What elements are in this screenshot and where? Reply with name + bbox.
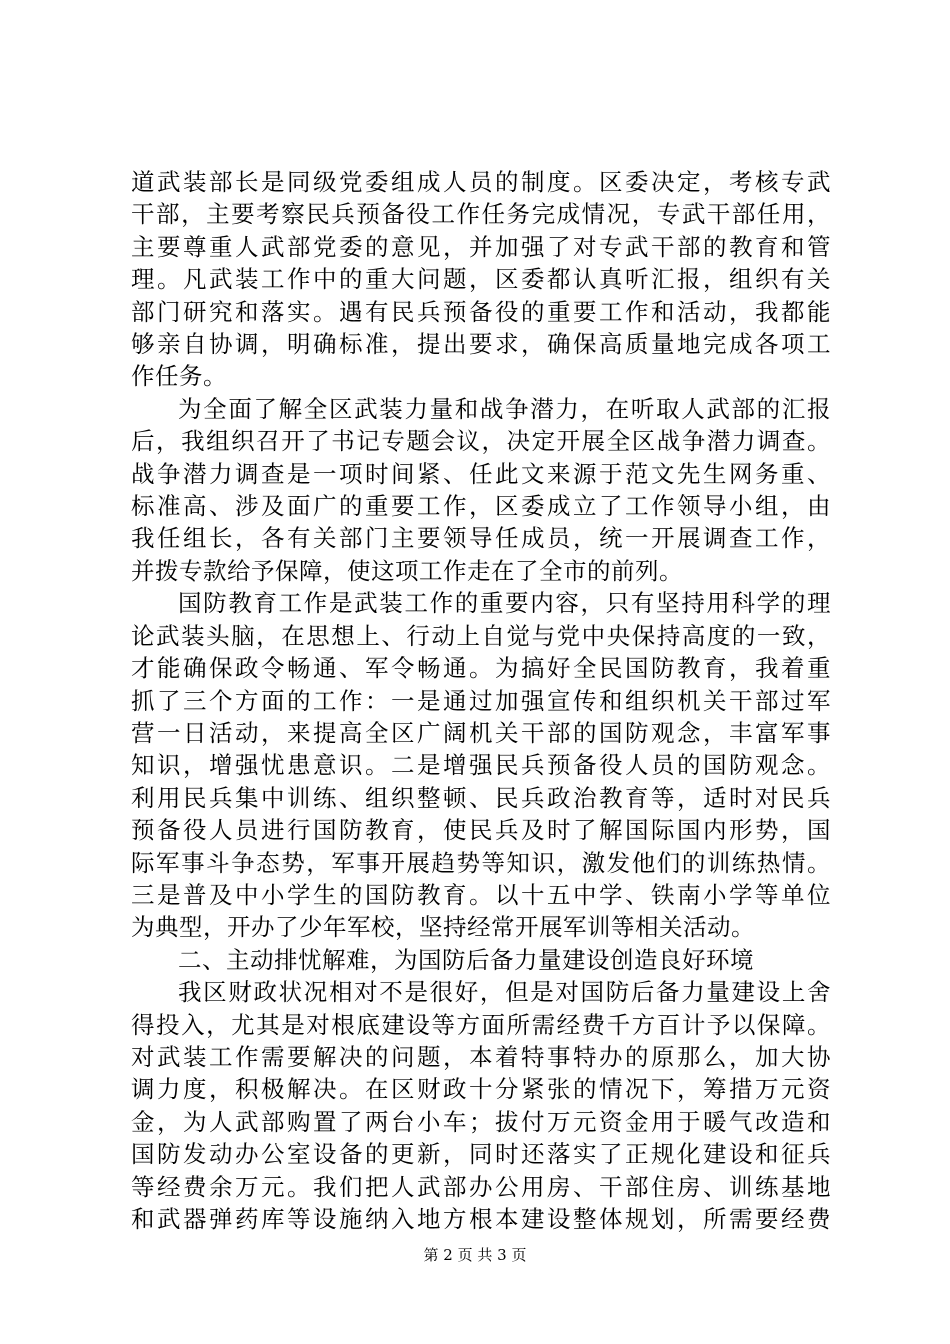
text-line: 才能确保政令畅通、军令畅通。为搞好全民国防教育，我着重 [131,654,831,683]
text-line: 三是普及中小学生的国防教育。以十五中学、铁南小学等单位 [131,880,831,909]
text-line: 战争潜力调查是一项时间紧、任此文来源于范文先生网务重、 [131,459,831,488]
page-number-label: 第 2 页 共 3 页 [423,1246,527,1264]
text-line: 部门研究和落实。遇有民兵预备役的重要工作和活动，我都能 [131,297,831,326]
text-line: 我区财政状况相对不是很好，但是对国防后备力量建设上舍 [178,978,831,1007]
text-line: 知识，增强忧患意识。二是增强民兵预备役人员的国防观念。 [131,751,831,780]
paragraph-3 [131,587,831,943]
text-line: 对武装工作需要解决的问题，本着特事特办的原那么，加大协 [131,1042,831,1071]
text-line: 国防教育工作是武装工作的重要内容，只有坚持用科学的理 [178,589,831,618]
text-line: 预备役人员进行国防教育，使民兵及时了解国际国内形势，国 [131,816,831,845]
text-line: 得投入，尤其是对根底建设等方面所需经费千方百计予以保障。 [131,1010,831,1039]
text-line: 等经费余万元。我们把人武部办公用房、干部住房、训练基地 [131,1172,831,1201]
text-line: 和武器弹药库等设施纳入地方根本建设整体规划，所需要经费 [131,1205,831,1233]
text-line: 并拨专款给予保障，使这项工作走在了全市的前列。 [131,556,683,585]
text-line: 国防发动办公室设备的更新，同时还落实了正规化建设和征兵 [131,1140,831,1169]
text-line: 为典型，开办了少年军校，坚持经常开展军训等相关活动。 [131,913,755,942]
section-heading-text: 二、主动排忧解难，为国防后备力量建设创造良好环境 [178,945,754,974]
paragraph-2 [131,393,831,587]
text-line: 理。凡武装工作中的重大问题，区委都认真听汇报，组织有关 [131,265,831,294]
text-line: 我任组长，各有关部门主要领导任成员，统一开展调查工作， [131,524,831,553]
text-line: 际军事斗争态势，军事开展趋势等知识，激发他们的训练热情。 [131,848,831,877]
text-line: 干部，主要考察民兵预备役工作任务完成情况，专武干部任用， [131,200,831,229]
document-body [131,166,831,1235]
text-line: 金，为人武部购置了两台小车；拔付万元资金用于暖气改造和 [131,1107,831,1136]
text-line: 利用民兵集中训练、组织整顿、民兵政治教育等，适时对民兵 [131,783,831,812]
paragraph-1 [131,166,831,393]
text-line: 为全面了解全区武装力量和战争潜力，在听取人武部的汇报 [178,394,831,423]
paragraph-4 [131,976,831,1235]
page-footer [0,1244,950,1265]
text-line: 作任务。 [131,362,227,391]
text-line: 论武装头脑，在思想上、行动上自觉与党中央保持高度的一致， [131,621,831,650]
text-line: 调力度，积极解决。在区财政十分紧张的情况下，筹措万元资 [131,1075,831,1104]
text-line: 抓了三个方面的工作：一是通过加强宣传和组织机关干部过军 [131,686,831,715]
text-line: 道武装部长是同级党委组成人员的制度。区委决定，考核专武 [131,168,831,196]
text-line: 够亲自协调，明确标准，提出要求，确保高质量地完成各项工 [131,330,831,359]
text-line: 标准高、涉及面广的重要工作，区委成立了工作领导小组，由 [131,492,831,521]
text-line: 后，我组织召开了书记专题会议，决定开展全区战争潜力调查。 [131,427,831,456]
section-heading [131,944,831,976]
text-line: 营一日活动，来提高全区广阔机关干部的国防观念，丰富军事 [131,718,831,747]
text-line: 主要尊重人武部党委的意见，并加强了对专武干部的教育和管 [131,232,831,261]
